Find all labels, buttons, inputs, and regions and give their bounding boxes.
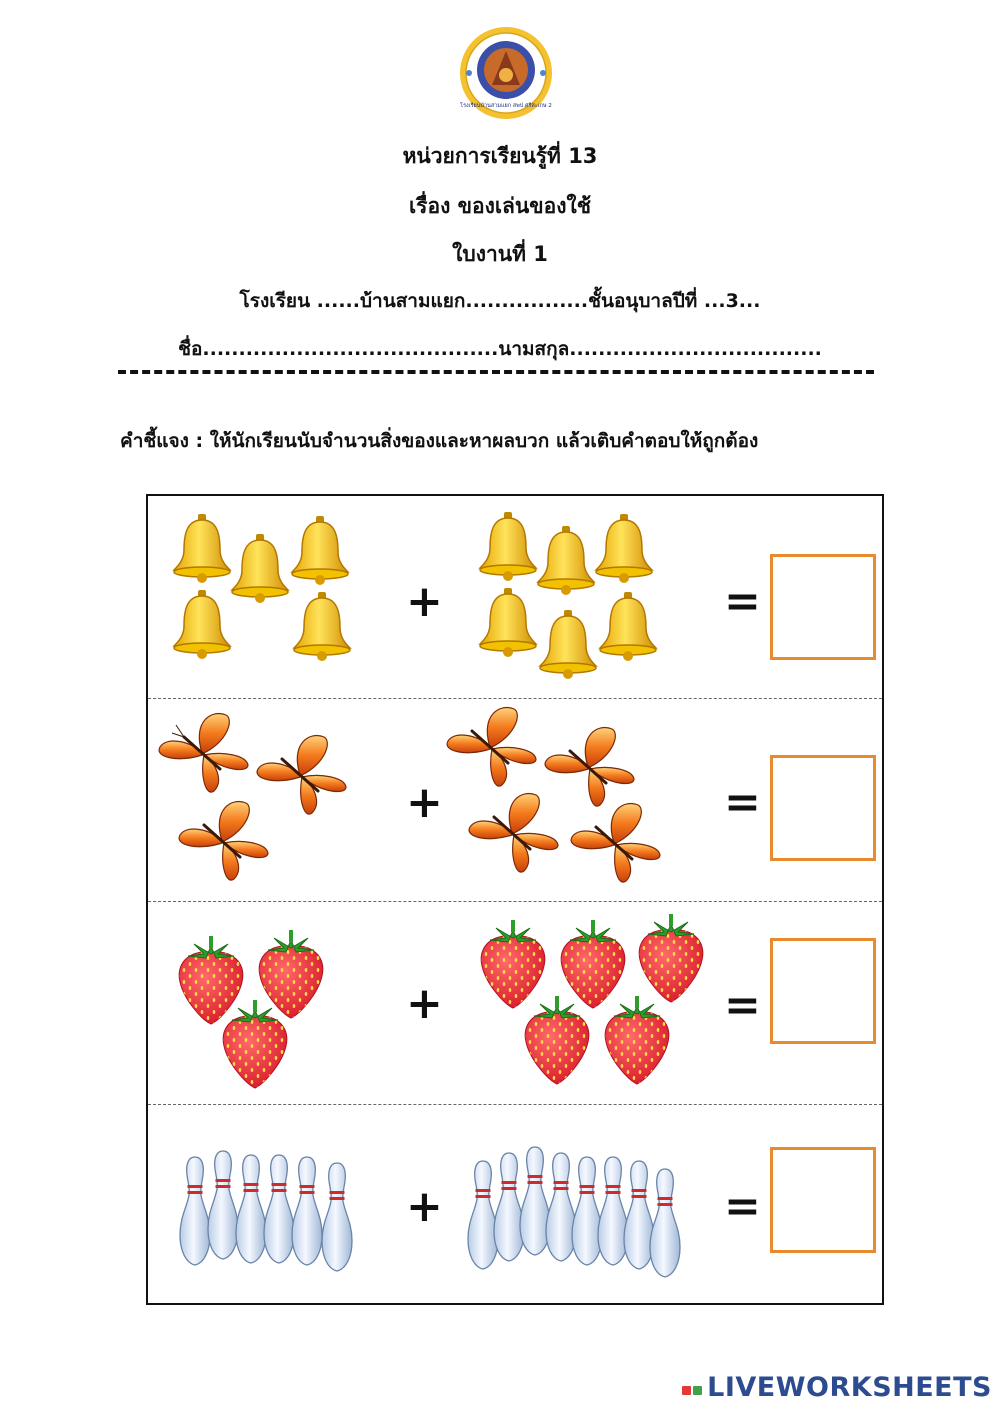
bell-icon <box>476 588 540 662</box>
bell-icon <box>228 534 292 608</box>
exercise-grid <box>146 494 884 1305</box>
topic-title: เรื่อง ของเล่นของใช้ <box>409 194 591 218</box>
plus-sign: + <box>406 777 443 828</box>
worksheet-title: ใบงานที่ 1 <box>452 242 548 266</box>
plus-sign: + <box>406 978 443 1029</box>
equals-sign: = <box>724 980 761 1031</box>
butterfly-icon <box>442 701 542 795</box>
liveworksheets-logo <box>681 1372 992 1403</box>
plus-sign: + <box>406 1181 443 1232</box>
exercise-row <box>148 496 882 698</box>
butterfly-icon <box>566 797 666 891</box>
answer-box[interactable] <box>770 1147 876 1253</box>
name-line: ชื่อ.........................................นามสกุล................................... <box>178 338 822 360</box>
bell-icon <box>534 526 598 600</box>
plus-sign: + <box>406 576 443 627</box>
bell-icon <box>592 514 656 588</box>
bowling-pin-icon <box>648 1167 682 1283</box>
exercise-row <box>148 902 882 1104</box>
instruction: คำชี้แจง : ให้นักเรียนนับจำนวนสิ่งของและหาผลบวก แล้วเติบคำตอบให้ถูกต้อง <box>120 430 759 452</box>
answer-box[interactable] <box>770 938 876 1044</box>
svg-text:โรงเรียนบ้านสามแยก สพป.ศรีสะเก: โรงเรียนบ้านสามแยก สพป.ศรีสะเกษ 2 <box>460 103 552 109</box>
butterfly-icon <box>174 795 274 889</box>
equals-sign: = <box>724 576 761 627</box>
equals-sign: = <box>724 1181 761 1232</box>
strawberry-icon <box>520 996 594 1090</box>
exercise-row <box>148 699 882 901</box>
bell-icon <box>476 512 540 586</box>
unit-title: หน่วยการเรียนรู้ที่ 13 <box>402 144 598 168</box>
brand-text: LIVEWORKSHEETS <box>707 1372 992 1403</box>
bell-icon <box>288 516 352 590</box>
bowling-pin-icon <box>320 1161 354 1277</box>
strawberry-icon <box>218 1000 292 1094</box>
header-divider <box>118 370 874 374</box>
bell-icon <box>170 514 234 588</box>
exercise-row <box>148 1105 882 1303</box>
strawberry-icon <box>634 914 708 1008</box>
butterfly-icon <box>154 707 254 801</box>
brand-mark-icon <box>681 1371 703 1402</box>
bell-icon <box>536 610 600 684</box>
equals-sign: = <box>724 777 761 828</box>
answer-box[interactable] <box>770 755 876 861</box>
school-logo <box>458 25 554 121</box>
strawberry-icon <box>600 996 674 1090</box>
bell-icon <box>596 592 660 666</box>
school-line: โรงเรียน ......บ้านสามแยก.................ชั้นอนุบาลปีที่ ...3... <box>239 290 761 312</box>
answer-box[interactable] <box>770 554 876 660</box>
bell-icon <box>290 592 354 666</box>
bell-icon <box>170 590 234 664</box>
butterfly-icon <box>464 787 564 881</box>
bowling-pin-icon <box>290 1155 324 1271</box>
